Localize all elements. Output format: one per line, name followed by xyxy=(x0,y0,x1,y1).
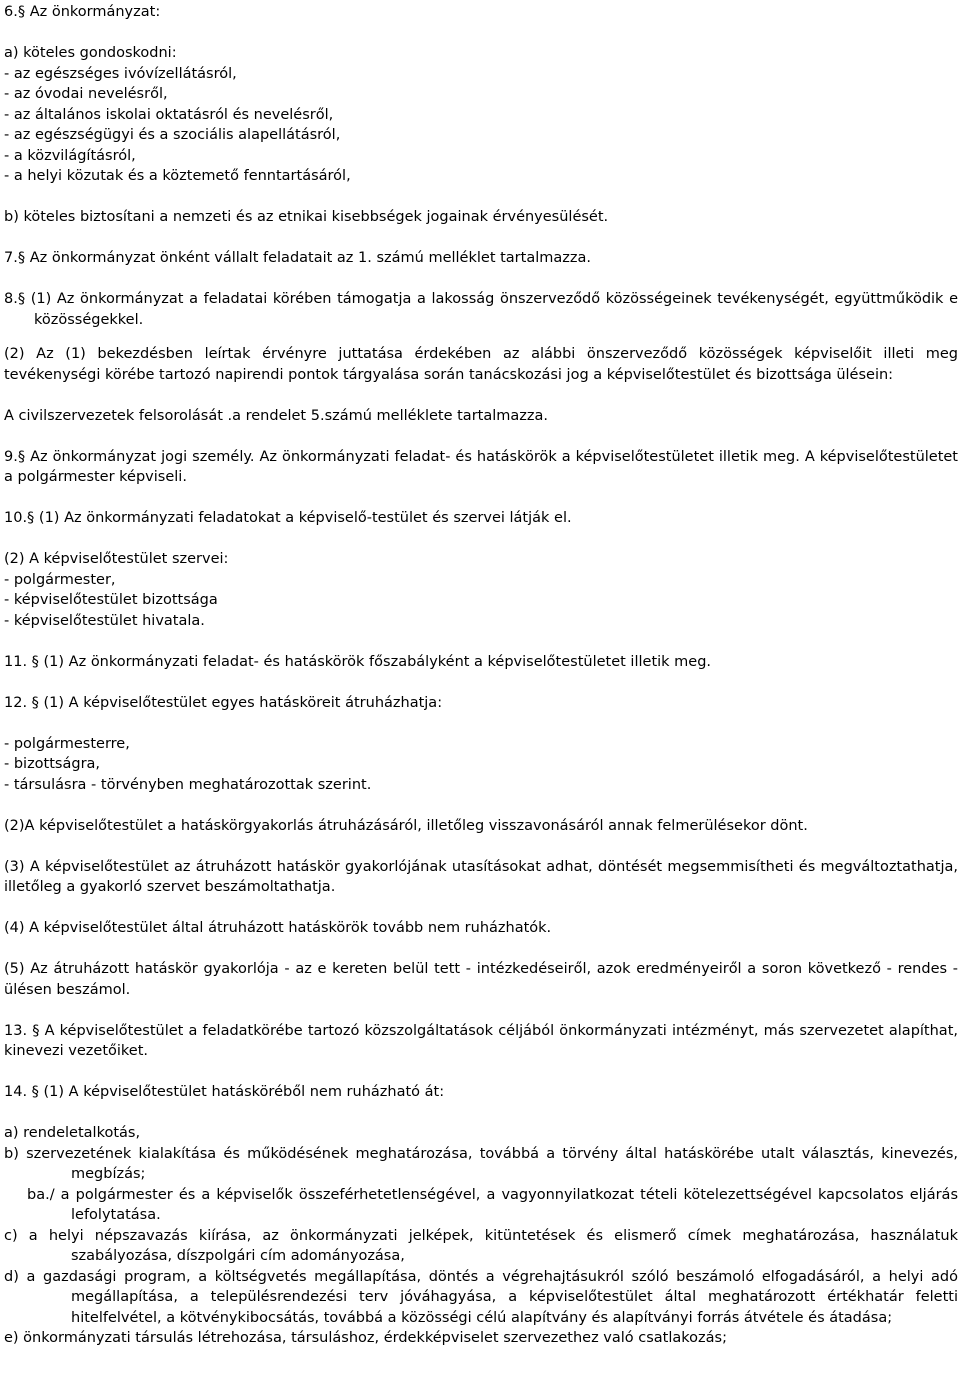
list-item: - az egészségügyi és a szociális alapellátásról, xyxy=(4,127,341,143)
section-8-1: 8.§ (1) Az önkormányzat a feladatai körében támogatja a lakosság önszerveződő közösségeinek tevékenységét, együttműködik e közösségekkel. xyxy=(4,291,958,328)
list-item: d) a gazdasági program, a költségvetés megállapítása, döntés a végrehajtásukról szóló beszámoló elfogadásáról, a helyi adó megállapítása, a településrendezési terv jóváhagyása, a képviselőtestület által meghatározott értékhatár feletti hitelfelvétel, a kötvénykibocsátás, továbbá a közösségi célú alapítvány és alapítványi forrás átvétele és átadása; xyxy=(4,1268,958,1326)
list-item: - polgármester, xyxy=(4,571,116,588)
section-6-a: a) köteles gondoskodni: xyxy=(4,45,177,61)
section-12-4: (4) A képviselőtestület által átruházott hatáskörök tovább nem ruházhatók. xyxy=(4,920,552,936)
list-item: - képviselőtestület hivatala. xyxy=(4,612,205,629)
list-item: c) a helyi népszavazás kiírása, az önkormányzati jelképek, kitüntetések és elismerő címek meghatározása, használatuk szabályozása, díszpolgári cím adományozása, xyxy=(4,1227,958,1264)
list-item: - a helyi közutak és a köztemető fenntartásáról, xyxy=(4,168,351,184)
list-item: a) rendeletalkotás, xyxy=(4,1125,141,1141)
section-6-heading: 6.§ Az önkormányzat: xyxy=(4,4,161,20)
list-item: b) szervezetének kialakítása és működésének meghatározása, továbbá a törvény által hatáskörébe utalt választás, kinevezés, megbízás; xyxy=(4,1145,958,1182)
list-item: - a közvilágításról, xyxy=(4,147,136,164)
section-8-civil: A civilszervezetek felsorolását .a rendelet 5.számú melléklete tartalmazza. xyxy=(4,407,548,424)
list-item: - társulásra - törvényben meghatározottak szerint. xyxy=(4,776,372,793)
list-item: - az óvodai nevelésről, xyxy=(4,86,168,102)
section-12-5: (5) Az átruházott hatáskör gyakorlója - az e kereten belül tett - intézkedéseiről, azok eredményeiről a soron következő - rendes - ülésen beszámol. xyxy=(4,961,958,998)
section-12-1: 12. § (1) A képviselőtestület egyes hatásköreit átruházhatja: xyxy=(4,694,443,711)
section-13: 13. § A képviselőtestület a feladatkörébe tartozó közszolgáltatások céljából önkormányzati intézményt, más szervezetet alapíthat, kinevezi vezetőiket. xyxy=(4,1022,958,1059)
section-10-1: 10.§ (1) Az önkormányzati feladatokat a képviselő-testület és szervei látják el. xyxy=(4,510,572,526)
document-page xyxy=(4,2,958,1349)
list-item: - polgármesterre, xyxy=(4,735,130,752)
section-10-2: (2) A képviselőtestület szervei: xyxy=(4,551,229,567)
section-8-2: (2) Az (1) bekezdésben leírtak érvényre juttatása érdekében az alábbi önszerveződő közösségek képviselőit illeti meg tevékenységi körébe tartozó napirendi pontok tárgyalása során tanácskozási jog a képviselőtestület és bizottsága ülésein: xyxy=(4,346,958,383)
section-6-b: b) köteles biztosítani a nemzeti és az etnikai kisebbségek jogainak érvényesülését. xyxy=(4,209,609,225)
section-11: 11. § (1) Az önkormányzati feladat- és hatáskörök főszabályként a képviselőtestületet illetik meg. xyxy=(4,653,712,670)
list-item: ba./ a polgármester és a képviselők összeférhetetlenségével, a vagyonnyilatkozat tételi kötelezettségével kapcsolatos eljárás lefolytatása. xyxy=(27,1186,958,1223)
list-item: e) önkormányzati társulás létrehozása, társuláshoz, érdekképviselet szervezethez való csatlakozás; xyxy=(4,1330,727,1346)
list-item: - bizottságra, xyxy=(4,756,101,772)
section-9: 9.§ Az önkormányzat jogi személy. Az önkormányzati feladat- és hatáskörök a képviselőtestületet illetik meg. A képviselőtestületet a polgármester képviseli. xyxy=(4,448,958,485)
list-item: - az általános iskolai oktatásról és nevelésről, xyxy=(4,106,334,123)
section-12-3: (3) A képviselőtestület az átruházott hatáskör gyakorlójának utasításokat adhat, döntését megsemmisítheti és megváltoztathatja, illetőleg a gyakorló szervet beszámoltathatja. xyxy=(4,858,958,895)
list-item: - az egészséges ivóvízellátásról, xyxy=(4,65,237,82)
section-7: 7.§ Az önkormányzat önként vállalt feladatait az 1. számú melléklet tartalmazza. xyxy=(4,250,591,266)
list-item: - képviselőtestület bizottsága xyxy=(4,592,218,608)
section-14-1: 14. § (1) A képviselőtestület hatásköréből nem ruházható át: xyxy=(4,1084,445,1100)
section-12-2: (2)A képviselőtestület a hatáskörgyakorlás átruházásáról, illetőleg visszavonásáról annak felmerülésekor dönt. xyxy=(4,817,808,834)
